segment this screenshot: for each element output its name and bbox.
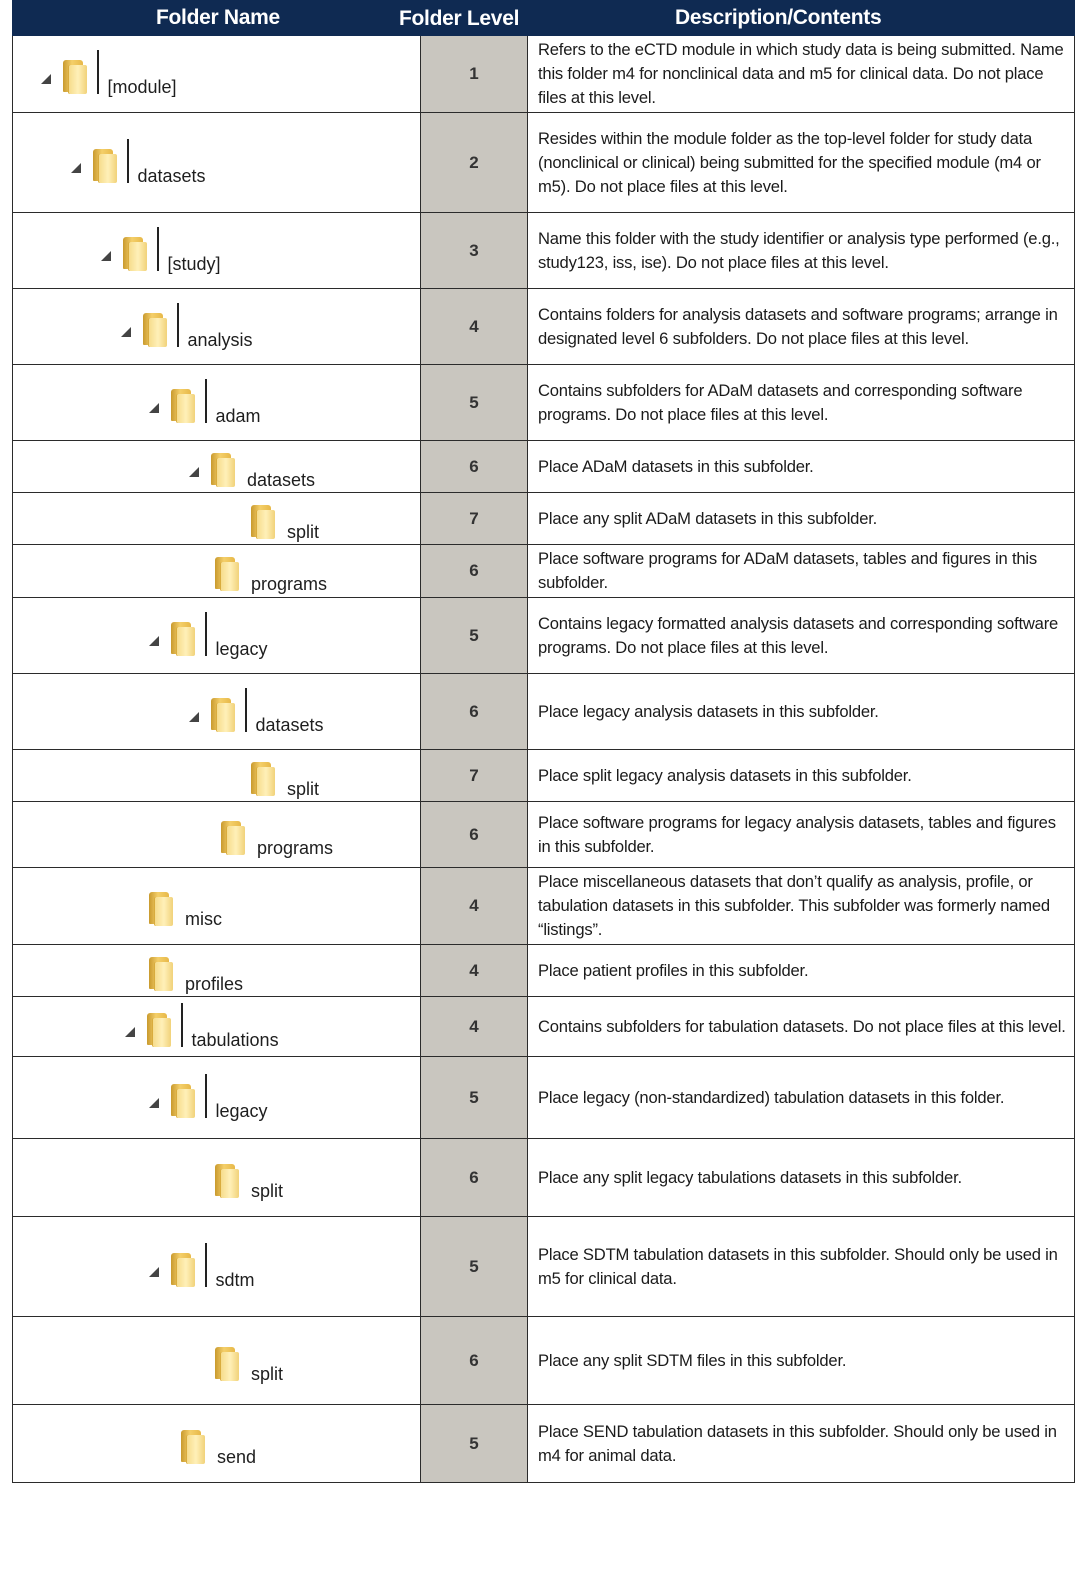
folder-name-label: split (287, 521, 320, 542)
folder-tree-node[interactable] (41, 50, 177, 98)
folder-name-cell (13, 945, 421, 997)
folder-icon (169, 1253, 195, 1287)
folder-tree-node[interactable] (249, 495, 319, 543)
folder-level-cell: 4 (421, 997, 528, 1057)
folder-level-cell: 5 (421, 1217, 528, 1317)
folder-description-cell: Place legacy (non-standardized) tabulation datasets in this folder. (528, 1057, 1075, 1139)
table-row (13, 113, 1075, 213)
folder-tree-node[interactable] (149, 1243, 255, 1291)
folder-name-label: analysis (187, 329, 253, 350)
expand-triangle-icon[interactable] (149, 1098, 159, 1108)
folder-name-cell (13, 36, 421, 113)
folder-tree-node[interactable] (71, 139, 206, 187)
folder-name-label: [study] (167, 253, 221, 274)
folder-name-cell (13, 802, 421, 868)
folder-name-label: programs (251, 574, 328, 594)
folder-name-label: misc (185, 909, 222, 929)
expand-triangle-icon[interactable] (101, 251, 111, 261)
folder-level-cell: 6 (421, 441, 528, 493)
folder-level-cell: 5 (421, 598, 528, 674)
folder-tree-node[interactable] (147, 947, 243, 995)
folder-description-cell: Refers to the eCTD module in which study data is being submitted. Name this folder m4 for nonclinical data and m5 for clinical data. Do not place files at this level. (528, 36, 1075, 113)
expand-triangle-icon[interactable] (71, 163, 81, 173)
expand-triangle-icon[interactable] (189, 467, 199, 477)
folder-level-cell: 5 (421, 1057, 528, 1139)
table-row (13, 997, 1075, 1057)
folder-name-cell (13, 493, 421, 545)
table-row (13, 674, 1075, 750)
folder-description-cell: Place software programs for ADaM datasets, tables and figures in this subfolder. (528, 545, 1075, 598)
folder-tree-node[interactable] (149, 612, 268, 660)
text-cursor-bar (181, 1003, 183, 1047)
folder-name-cell (13, 1405, 421, 1483)
text-cursor-bar (97, 50, 99, 94)
folder-name-cell (13, 598, 421, 674)
folder-level-cell: 4 (421, 289, 528, 365)
folder-name-cell (13, 545, 421, 598)
folder-name-cell (13, 1317, 421, 1405)
folder-name-label: programs (257, 837, 334, 858)
table-row (13, 493, 1075, 545)
folder-name-cell (13, 1217, 421, 1317)
table-row (13, 36, 1075, 113)
table-row (13, 868, 1075, 945)
header-folder-name: Folder Name (13, 1, 421, 36)
folder-tree-node[interactable] (101, 227, 221, 275)
folder-description-cell: Place patient profiles in this subfolder. (528, 945, 1075, 997)
folder-name-label: datasets (137, 165, 206, 186)
folder-name-label: legacy (215, 638, 268, 659)
folder-tree-node[interactable] (213, 1154, 283, 1202)
folder-level-cell: 6 (421, 802, 528, 868)
folder-name-label: adam (215, 405, 261, 426)
folder-tree-node[interactable] (147, 882, 222, 930)
folder-level-cell: 4 (421, 868, 528, 945)
folder-tree-node[interactable] (249, 752, 319, 800)
folder-level-cell: 6 (421, 674, 528, 750)
expand-triangle-icon[interactable] (125, 1027, 135, 1037)
folder-structure-table (12, 0, 1075, 1483)
header-row (13, 1, 1075, 36)
folder-name-label: tabulations (191, 1029, 279, 1050)
header-folder-level: Folder Level (399, 7, 520, 30)
folder-name-label: [module] (107, 77, 177, 97)
folder-tree-node[interactable] (213, 1337, 283, 1385)
folder-level-cell: 2 (421, 113, 528, 213)
table-row (13, 945, 1075, 997)
folder-icon (213, 1347, 239, 1381)
folder-name-label: split (251, 1363, 284, 1384)
table-row (13, 441, 1075, 493)
folder-name-cell (13, 997, 421, 1057)
folder-name-label: datasets (247, 469, 316, 490)
folder-icon (209, 453, 235, 487)
folder-name-label: profiles (185, 973, 244, 994)
expand-triangle-icon[interactable] (149, 636, 159, 646)
folder-tree-node[interactable] (179, 1420, 256, 1468)
folder-icon (91, 149, 117, 183)
folder-description-cell: Contains subfolders for ADaM datasets and corresponding software programs. Do not place files at this level. (528, 365, 1075, 441)
folder-tree-node[interactable] (121, 303, 253, 351)
folder-name-label: datasets (255, 714, 324, 735)
folder-level-cell: 6 (421, 1139, 528, 1217)
folder-icon (147, 892, 173, 926)
folder-name-cell (13, 1057, 421, 1139)
folder-name-label: send (217, 1446, 257, 1467)
table-row (13, 1217, 1075, 1317)
table-row (13, 750, 1075, 802)
table-row (13, 598, 1075, 674)
folder-level-cell: 7 (421, 493, 528, 545)
folder-description-cell: Contains legacy formatted analysis datasets and corresponding software programs. Do not place files at this level. (528, 598, 1075, 674)
folder-tree-node[interactable] (125, 1003, 279, 1051)
folder-description-cell: Place software programs for legacy analysis datasets, tables and figures in this subfolder. (528, 802, 1075, 868)
folder-tree-node[interactable] (149, 379, 261, 427)
expand-triangle-icon[interactable] (121, 327, 131, 337)
expand-triangle-icon[interactable] (149, 1267, 159, 1277)
text-cursor-bar (177, 303, 179, 347)
table-row (13, 365, 1075, 441)
folder-description-cell: Place any split SDTM files in this subfolder. (528, 1317, 1075, 1405)
folder-icon (209, 698, 235, 732)
folder-description-cell: Place split legacy analysis datasets in this subfolder. (528, 750, 1075, 802)
folder-name-label: split (287, 778, 320, 799)
text-cursor-bar (127, 139, 129, 183)
folder-icon (249, 505, 275, 539)
folder-description-cell: Place legacy analysis datasets in this subfolder. (528, 674, 1075, 750)
folder-name-label: legacy (215, 1100, 268, 1121)
folder-level-cell: 6 (421, 1317, 528, 1405)
text-cursor-bar (205, 1074, 207, 1118)
folder-icon (121, 237, 147, 271)
text-cursor-bar (245, 688, 247, 732)
folder-level-cell: 6 (421, 545, 528, 598)
folder-icon (219, 821, 245, 855)
table-row (13, 213, 1075, 289)
folder-icon (147, 957, 173, 991)
table-row (13, 1317, 1075, 1405)
folder-icon (213, 1164, 239, 1198)
folder-level-cell: 1 (421, 36, 528, 113)
folder-level-cell: 5 (421, 365, 528, 441)
folder-icon (61, 60, 87, 94)
text-cursor-bar (205, 379, 207, 423)
folder-level-cell: 3 (421, 213, 528, 289)
folder-name-cell (13, 213, 421, 289)
folder-icon (169, 622, 195, 656)
folder-description-cell: Place any split ADaM datasets in this subfolder. (528, 493, 1075, 545)
folder-name-label: sdtm (215, 1269, 255, 1290)
expand-triangle-icon[interactable] (41, 74, 51, 84)
header-description: Description/Contents (528, 1, 1075, 36)
folder-description-cell: Name this folder with the study identifier or analysis type performed (e.g., study123, iss, ise). Do not place files at this level. (528, 213, 1075, 289)
folder-icon (249, 762, 275, 796)
folder-name-cell (13, 674, 421, 750)
folder-name-cell (13, 868, 421, 945)
folder-name-cell (13, 1139, 421, 1217)
table-row (13, 1139, 1075, 1217)
table-row (13, 1057, 1075, 1139)
folder-description-cell: Resides within the module folder as the top-level folder for study data (nonclinical or clinical) being submitted for the specified module (m4 or m5). Do not place files at this level. (528, 113, 1075, 213)
folder-icon (141, 313, 167, 347)
folder-name-cell (13, 365, 421, 441)
folder-tree-node[interactable] (213, 547, 327, 595)
folder-icon (213, 557, 239, 591)
folder-icon (145, 1013, 171, 1047)
text-cursor-bar (205, 612, 207, 656)
folder-name-cell (13, 113, 421, 213)
folder-description-cell: Place ADaM datasets in this subfolder. (528, 441, 1075, 493)
folder-name-cell (13, 441, 421, 493)
text-cursor-bar (157, 227, 159, 271)
folder-description-cell: Contains folders for analysis datasets and software programs; arrange in designated level 6 subfolders. Do not place files at this level. (528, 289, 1075, 365)
folder-tree-node[interactable] (219, 811, 333, 859)
folder-icon (179, 1430, 205, 1464)
folder-tree-node[interactable] (189, 688, 324, 736)
folder-icon (169, 389, 195, 423)
table-row (13, 545, 1075, 598)
folder-name-cell (13, 750, 421, 802)
folder-tree-node[interactable] (189, 443, 315, 491)
folder-description-cell: Place miscellaneous datasets that don’t qualify as analysis, profile, or tabulation datasets in this subfolder. This subfolder was formerly named “listings”. (528, 868, 1075, 945)
folder-name-cell (13, 289, 421, 365)
folder-level-cell: 5 (421, 1405, 528, 1483)
folder-level-cell: 4 (421, 945, 528, 997)
expand-triangle-icon[interactable] (189, 712, 199, 722)
table-row (13, 802, 1075, 868)
folder-tree-node[interactable] (149, 1074, 268, 1122)
table-row (13, 1405, 1075, 1483)
text-cursor-bar (205, 1243, 207, 1287)
folder-name-label: split (251, 1180, 284, 1201)
table-row (13, 289, 1075, 365)
folder-level-cell: 7 (421, 750, 528, 802)
folder-description-cell: Contains subfolders for tabulation datasets. Do not place files at this level. (528, 997, 1075, 1057)
folder-description-cell: Place SEND tabulation datasets in this subfolder. Should only be used in m4 for animal data. (528, 1405, 1075, 1483)
folder-icon (169, 1084, 195, 1118)
folder-description-cell: Place any split legacy tabulations datasets in this subfolder. (528, 1139, 1075, 1217)
expand-triangle-icon[interactable] (149, 403, 159, 413)
folder-description-cell: Place SDTM tabulation datasets in this subfolder. Should only be used in m5 for clinical data. (528, 1217, 1075, 1317)
